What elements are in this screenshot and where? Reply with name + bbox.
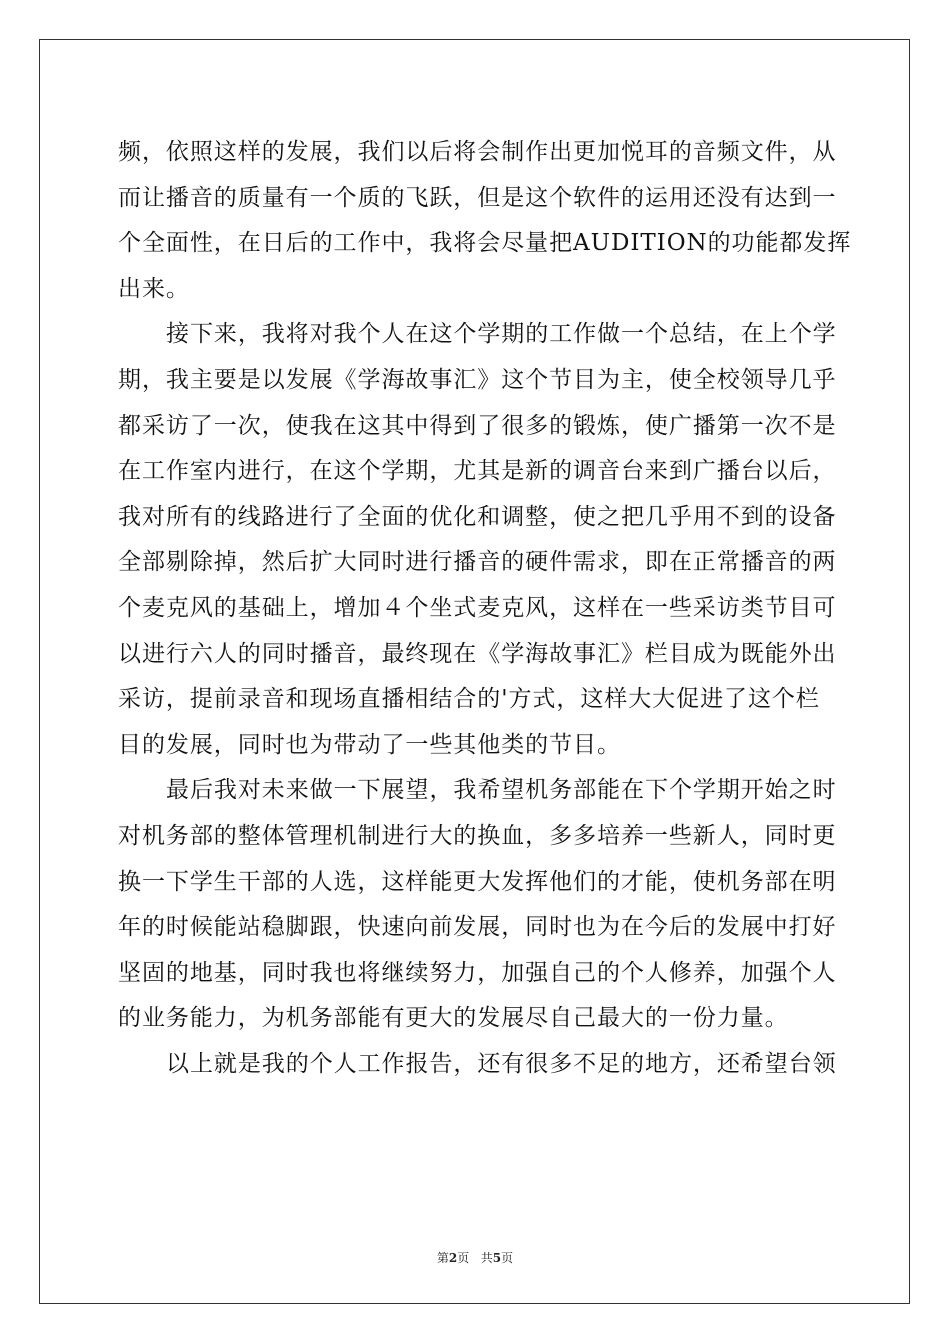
- text-line: 最后我对未来做一下展望，我希望机务部能在下个学期开始之时: [166, 777, 837, 804]
- page-prefix: 第: [436, 1251, 449, 1265]
- text-line: 以进行六人的同时播音，最终现在《学海故事汇》栏目成为既能外出: [118, 640, 837, 667]
- page-current: 2: [448, 1251, 458, 1265]
- text-line: 换一下学生干部的人选，这样能更大发挥他们的才能，使机务部在明: [118, 868, 837, 895]
- text-line: 期，我主要是以发展《学海故事汇》这个节目为主，使全校领导几乎: [118, 366, 837, 393]
- page-footer: [0, 1249, 950, 1266]
- text-line: 全部剔除掉，然后扩大同时进行播音的硬件需求，即在正常播音的两: [118, 549, 837, 576]
- text-line: 接下来，我将对我个人在这个学期的工作做一个总结，在上个学: [166, 321, 837, 348]
- paragraph-4: [118, 1042, 837, 1088]
- text-line: 而让播音的质量有一个质的飞跃，但是这个软件的运用还没有达到一: [118, 184, 837, 211]
- text-line: 个麦克风的基础上，增加４个坐式麦克风，这样在一些采访类节目可: [118, 594, 837, 621]
- total-suffix: 页: [501, 1251, 514, 1265]
- page-suffix: 页: [457, 1251, 470, 1265]
- text-line: 出来。: [118, 275, 190, 302]
- text-line: 目的发展，同时也为带动了一些其他类的节目。: [118, 731, 621, 758]
- text-line: 频，依照这样的发展，我们以后将会制作出更加悦耳的音频文件，从: [118, 139, 837, 165]
- text-line: 坚固的地基，同时我也将继续努力，加强自己的个人修养，加强个人: [118, 959, 837, 986]
- document-body: [118, 130, 852, 1087]
- paragraph-1: [118, 130, 852, 312]
- paragraph-2: [118, 312, 837, 768]
- total-prefix: 共: [480, 1251, 493, 1265]
- page-total: 5: [492, 1251, 502, 1265]
- text-line: 的业务能力，为机务部能有更大的发展尽自己最大的一份力量。: [118, 1005, 789, 1032]
- text-line: 采访，提前录音和现场直播相结合的'方式，这样大大促进了这个栏: [118, 686, 820, 713]
- text-line: 在工作室内进行，在这个学期，尤其是新的调音台来到广播台以后，: [118, 458, 837, 485]
- text-line: 个全面性，在日后的工作中，我将会尽量把AUDITION的功能都发挥: [118, 230, 852, 257]
- text-line: 年的时候能站稳脚跟，快速向前发展，同时也为在今后的发展中打好: [118, 914, 837, 941]
- paragraph-3: [118, 768, 837, 1042]
- text-line: 对机务部的整体管理机制进行大的换血，多多培养一些新人，同时更: [118, 822, 837, 849]
- text-line: 都采访了一次，使我在这其中得到了很多的锻炼，使广播第一次不是: [118, 412, 837, 439]
- text-line: 我对所有的线路进行了全面的优化和调整，使之把几乎用不到的设备: [118, 503, 837, 530]
- text-line: 以上就是我的个人工作报告，还有很多不足的地方，还希望台领: [166, 1050, 837, 1077]
